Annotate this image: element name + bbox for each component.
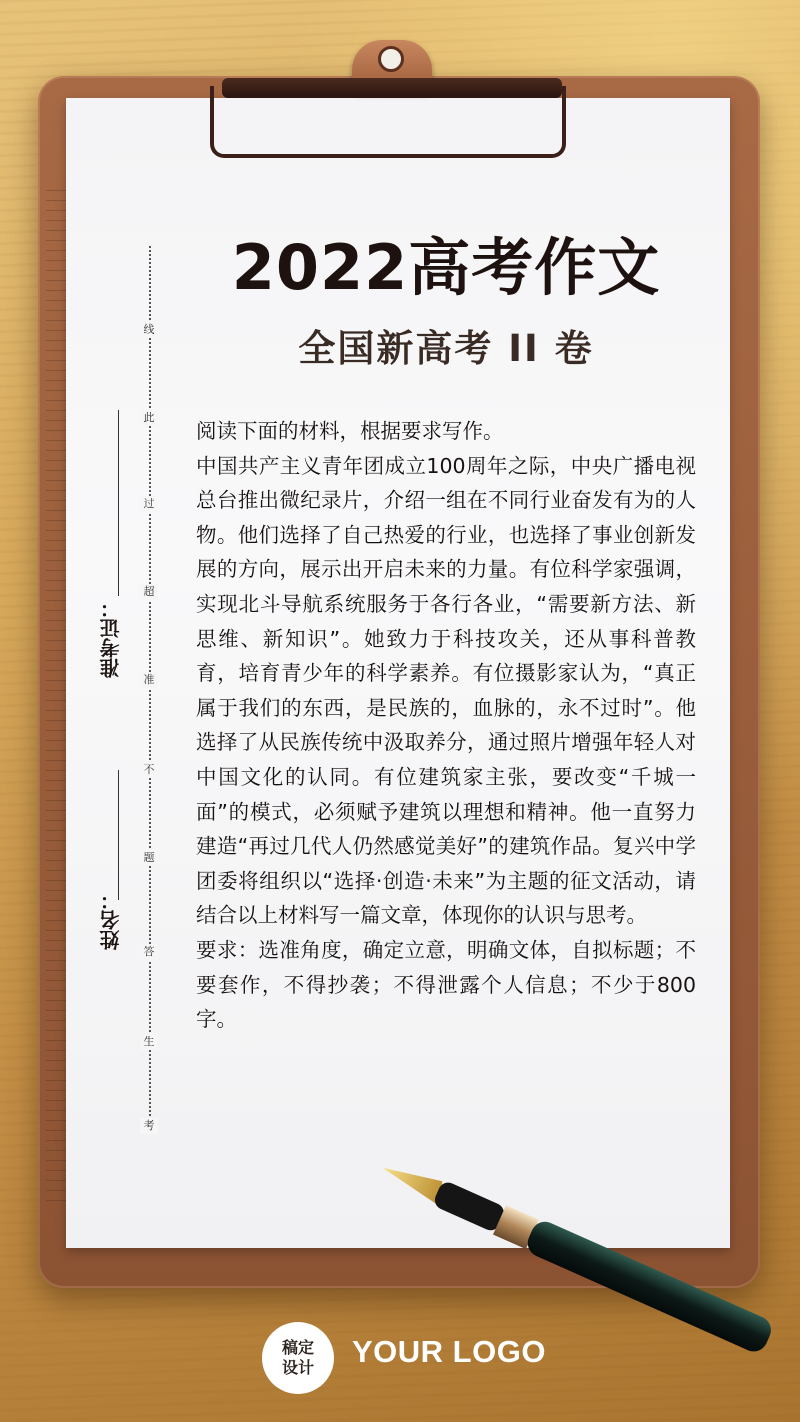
logo-badge-line1: 稿定 <box>281 1338 314 1357</box>
seal-char: 线 <box>140 322 158 338</box>
seal-char: 过 <box>140 496 158 512</box>
seal-char: 准 <box>140 672 158 688</box>
logo-text: YOUR LOGO <box>352 1334 546 1369</box>
logo-badge <box>262 1322 334 1394</box>
seal-char: 超 <box>140 584 158 600</box>
board-ruler-marks <box>46 190 66 1210</box>
seal-char: 生 <box>140 1034 158 1050</box>
prompt-instruction: 阅读下面的材料，根据要求写作。 <box>196 419 504 443</box>
essay-prompt <box>196 414 696 1037</box>
clip-wire <box>210 86 566 158</box>
prompt-requirements: 要求：选准角度，确定立意，明确文体，自拟标题；不要套作，不得抄袭；不得泄露个人信息；不少于800字。 <box>196 937 696 1032</box>
seal-char: 此 <box>140 410 158 426</box>
page-subtitle: 全国新高考 II 卷 <box>298 327 594 370</box>
clip-hole-icon <box>378 46 404 72</box>
seal-char: 答 <box>140 944 158 960</box>
prompt-material: 中国共产主义青年团成立100周年之际，中央广播电视总台推出微纪录片，介绍一组在不同行业奋发有为的人物。他们选择了自己热爱的行业，也选择了事业创新发展的方向，展示出开启未来的力量。有位科学家强调，实现北斗导航系统服务于各行各业，“需要新方法、新思维、新知识”。她致力于科技攻关，还从事科普教育，培育青少年的科学素养。有位摄影家认为，“真正属于我们的东西，是民族的，血脉的，永不过时”。他选择了从民族传统中汲取养分，通过照片增强年轻人对中国文化的认同。有位建筑家主张，要改变“千城一面”的模式，必须赋予建筑以理想和精神。他一直努力建造“再过几代人仍然感觉美好”的建筑作品。复兴中学团委将组织以“选择·创造·未来”为主题的征文活动，请结合以上材料写一篇文章，体现你的认识与思考。 <box>196 453 696 928</box>
exam-id-label: 准考证： <box>99 598 123 678</box>
name-label: 姓名： <box>99 890 123 950</box>
seal-char: 不 <box>140 762 158 778</box>
exam-id-line <box>118 410 119 596</box>
logo-badge-line2: 设计 <box>281 1358 314 1377</box>
seal-char: 题 <box>140 850 158 866</box>
seal-char: 考 <box>140 1118 158 1134</box>
page-title: 2022高考作文 <box>231 231 661 304</box>
name-line <box>118 770 119 900</box>
